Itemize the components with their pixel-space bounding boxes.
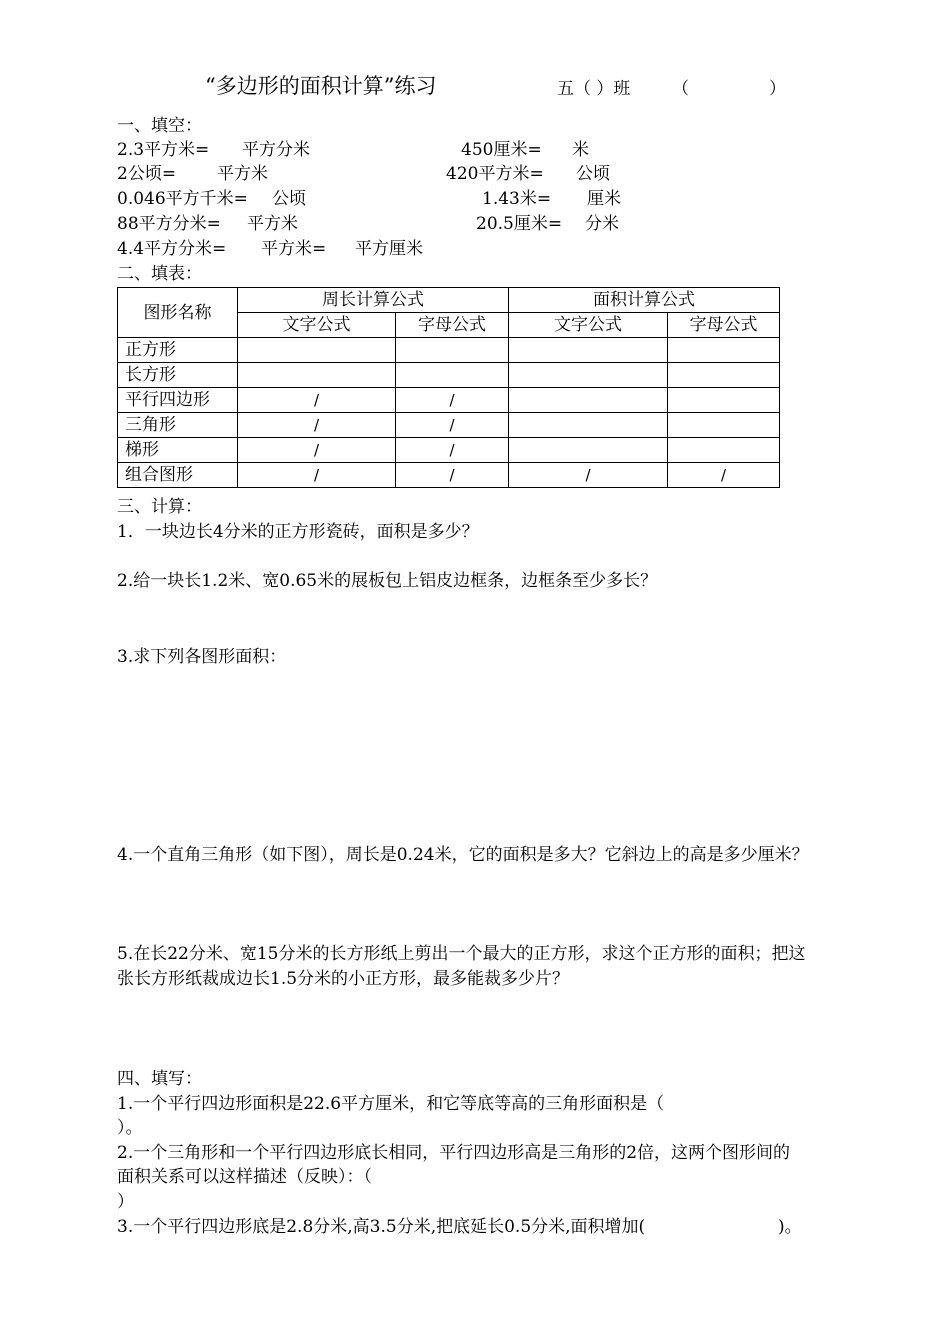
fill-item-unit: 厘米 <box>587 189 621 209</box>
question-1: 1．一块边长4分米的正方形瓷砖，面积是多少？ <box>117 522 479 542</box>
fill-question-2-line1: 2.一个三角形和一个平行四边形底长相同，平行四边形高是三角形的2倍，这两个图形间的 <box>117 1143 791 1163</box>
fill-item-unit: 公顷 <box>272 189 306 209</box>
table-row <box>118 413 780 438</box>
table-cell <box>509 338 668 363</box>
section2-heading: 二、填表： <box>117 264 202 284</box>
fill-item-unit: 平方米 <box>247 214 298 234</box>
table-cell: / <box>238 463 396 488</box>
fill-item-right: 20.5厘米= <box>476 214 563 234</box>
table-cell <box>509 363 668 388</box>
table-row <box>118 463 780 488</box>
table-cell <box>396 338 509 363</box>
table-cell: / <box>396 413 509 438</box>
fill-item-left: 88平方分米= <box>117 214 221 234</box>
subheader-word-formula: 文字公式 <box>509 313 668 338</box>
question-4: 4.一个直角三角形（如下图），周长是0.24米，它的面积是多大？它斜边上的高是多少厘米？ <box>117 845 809 865</box>
fill-item-left: 0.046平方千米= <box>117 189 248 209</box>
table-cell <box>668 413 780 438</box>
section4-heading: 四、填写： <box>117 1069 202 1089</box>
shape-name-cell: 平行四边形 <box>118 388 238 413</box>
name-open-paren: （ <box>672 79 689 99</box>
table-row <box>118 338 780 363</box>
fill-question-2-line2: 面积关系可以这样描述（反映）：（ <box>117 1167 372 1187</box>
section3-heading: 三、计算： <box>117 497 202 517</box>
table-cell <box>509 388 668 413</box>
table-cell: / <box>396 438 509 463</box>
fill-item-right: 1.43米= <box>482 189 552 209</box>
header-perimeter-formula: 周长计算公式 <box>238 288 509 313</box>
table-cell: / <box>668 463 780 488</box>
table-cell: / <box>238 413 396 438</box>
question-2: 2.给一块长1.2米、宽0.65米的展板包上铝皮边框条，边框条至少多长？ <box>117 571 658 591</box>
table-cell <box>668 438 780 463</box>
table-cell <box>238 363 396 388</box>
table-cell <box>238 338 396 363</box>
table-cell: / <box>238 438 396 463</box>
table-row <box>118 438 780 463</box>
table-cell: / <box>396 388 509 413</box>
question-5-line2: 张长方形纸裁成边长1.5分米的小正方形，最多能裁多少片？ <box>117 969 570 989</box>
fill-question-3-close: )。 <box>778 1217 802 1237</box>
table-cell <box>396 363 509 388</box>
fill-item-right: 450厘米= <box>461 140 542 160</box>
table-cell <box>509 413 668 438</box>
question-3: 3.求下列各图形面积： <box>117 647 287 667</box>
shape-name-cell: 正方形 <box>118 338 238 363</box>
subheader-word-formula: 文字公式 <box>238 313 396 338</box>
table-cell <box>509 438 668 463</box>
fill-question-1-line1: 1.一个平行四边形面积是22.6平方厘米，和它等底等高的三角形面积是（ <box>117 1094 665 1114</box>
shape-name-cell: 长方形 <box>118 363 238 388</box>
table-cell <box>668 388 780 413</box>
table-cell: / <box>396 463 509 488</box>
question-5-line1: 5.在长22分米、宽15分米的长方形纸上剪出一个最大的正方形，求这个正方形的面积；把这 <box>117 944 806 964</box>
name-close-paren: ） <box>769 79 786 99</box>
shape-name-cell: 三角形 <box>118 413 238 438</box>
table-row <box>118 363 780 388</box>
fill-item-unit: 米 <box>572 140 589 160</box>
subheader-letter-formula: 字母公式 <box>396 313 509 338</box>
fill-item-unit: 平方米= <box>261 239 327 259</box>
fill-question-2-line3: ） <box>117 1192 134 1212</box>
fill-item-left: 2公顷= <box>117 164 177 184</box>
header-shape-name: 图形名称 <box>118 288 238 338</box>
fill-item-unit: 分米 <box>585 214 619 234</box>
table-cell <box>668 338 780 363</box>
class-label: 五（ ）班 <box>557 79 631 99</box>
fill-question-3: 3.一个平行四边形底是2.8分米,高3.5分米,把底延长0.5分米,面积增加( <box>117 1217 646 1237</box>
fill-item-left: 2.3平方米= <box>117 140 210 160</box>
fill-question-1-line2: ）。 <box>117 1118 143 1138</box>
page-title: “多边形的面积计算”练习 <box>205 74 437 98</box>
shape-name-cell: 梯形 <box>118 438 238 463</box>
table-cell <box>668 363 780 388</box>
fill-item-unit: 平方分米 <box>242 140 310 160</box>
formula-table <box>117 287 780 488</box>
header-area-formula: 面积计算公式 <box>509 288 780 313</box>
shape-name-cell: 组合图形 <box>118 463 238 488</box>
fill-item-unit: 公顷 <box>576 164 610 184</box>
table-cell: / <box>509 463 668 488</box>
fill-item-unit: 平方厘米 <box>355 239 423 259</box>
section1-heading: 一、填空： <box>117 116 202 136</box>
table-row <box>118 388 780 413</box>
fill-item-unit: 平方米 <box>217 164 268 184</box>
fill-item-right: 420平方米= <box>446 164 544 184</box>
table-cell: / <box>238 388 396 413</box>
subheader-letter-formula: 字母公式 <box>668 313 780 338</box>
fill-item-left: 4.4平方分米= <box>117 239 227 259</box>
